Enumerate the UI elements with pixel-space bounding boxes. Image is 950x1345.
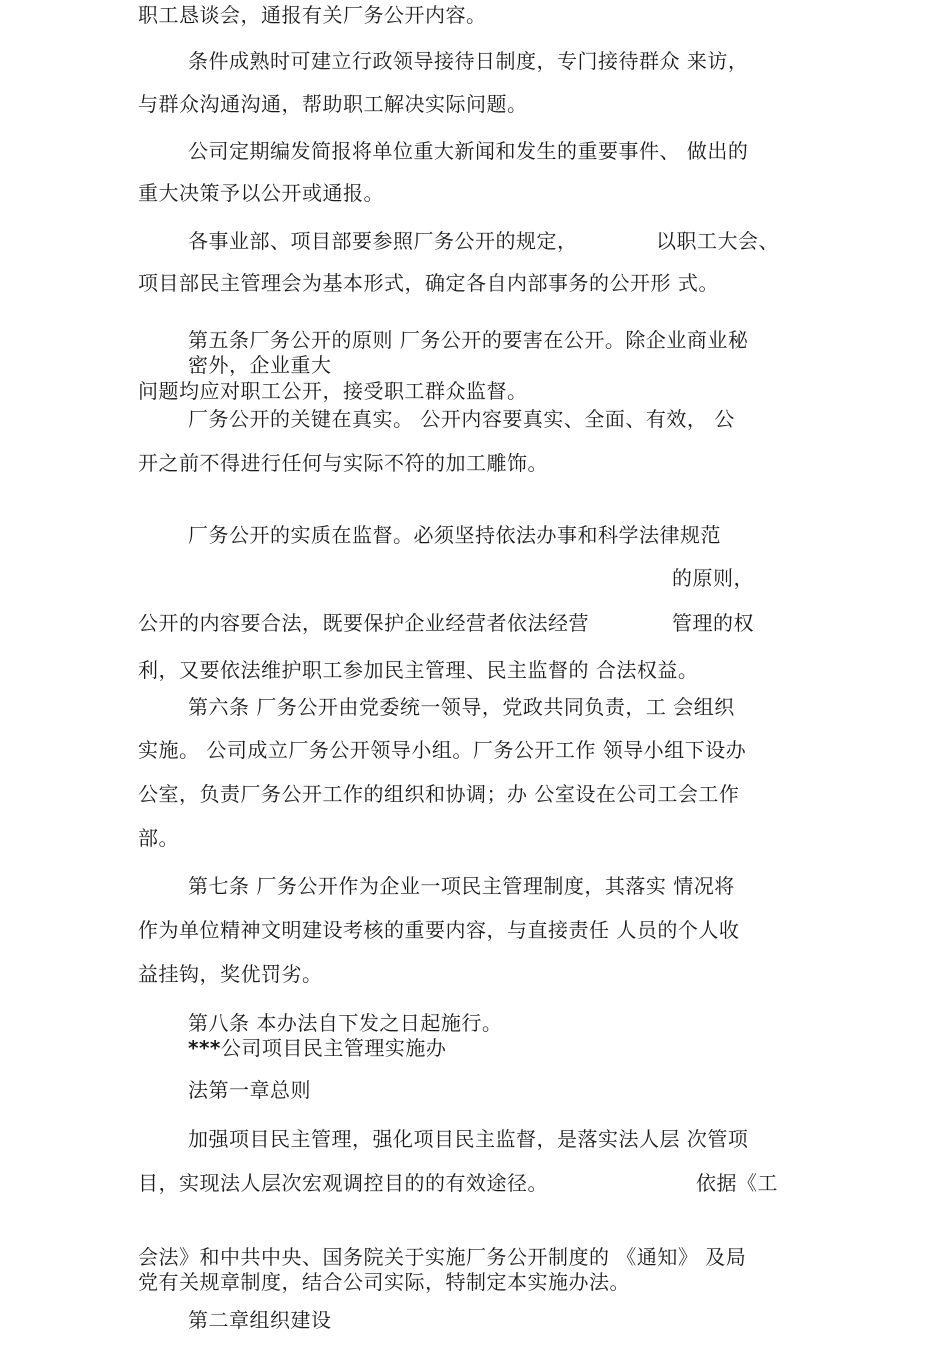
text-line: 党有关规章制度，结合公司实际，特制定本实施办法。 bbox=[138, 1270, 630, 1294]
text-line: 以职工大会、 bbox=[656, 229, 779, 253]
text-line: 与群众沟通沟通，帮助职工解决实际问题。 bbox=[138, 92, 528, 116]
text-line bbox=[188, 1035, 446, 1061]
text-line: 部。 bbox=[138, 826, 179, 850]
text-line: 依据《工 bbox=[696, 1171, 778, 1195]
text-line: 目，实现法人层次宏观调控目的的有效途径。 bbox=[138, 1171, 548, 1195]
redacted-name-marker: *** bbox=[188, 1036, 221, 1060]
text-line: 重大决策予以公开或通报。 bbox=[138, 181, 384, 205]
text-line: 实施。 公司成立厂务公开领导小组。厂务公开工作 领导小组下设办 bbox=[138, 738, 747, 762]
text-line: 第六条 厂务公开由党委统一领导，党政共同负责，工 会组织 bbox=[188, 695, 735, 719]
text-line: 公司定期编发简报将单位重大新闻和发生的重要事件、 做出的 bbox=[188, 139, 749, 163]
text-line: 第七条 厂务公开作为企业一项民主管理制度，其落实 情况将 bbox=[188, 874, 735, 898]
text-line: 开之前不得进行任何与实际不符的加工雕饰。 bbox=[138, 451, 548, 475]
text-line: 问题均应对职工公开，接受职工群众监督。 bbox=[138, 379, 528, 403]
text-line: 各事业部、项目部要参照厂务公开的规定， bbox=[188, 229, 578, 253]
text-line: 第五条厂务公开的原则 厂务公开的要害在公开。除企业商业秘 bbox=[188, 328, 749, 352]
text-line-title: 公司项目民主管理实施办 bbox=[220, 1036, 447, 1060]
text-line: 会法》和中共中央、国务院关于实施厂务公开制度的 《通知》 及局 bbox=[138, 1245, 747, 1269]
text-line: 厂务公开的实质在监督。必须坚持依法办事和科学法律规范 bbox=[188, 523, 721, 547]
text-line: 公室，负责厂务公开工作的组织和协调；办 公室设在公司工会工作 bbox=[138, 782, 740, 806]
text-line: 管理的权 bbox=[672, 611, 754, 635]
text-line: 第八条 本办法自下发之日起施行。 bbox=[188, 1011, 503, 1035]
text-line: 益挂钩，奖优罚劣。 bbox=[138, 962, 323, 986]
text-line: 的原则， bbox=[672, 566, 754, 590]
text-line: 项目部民主管理会为基本形式，确定各自内部事务的公开形 式。 bbox=[138, 271, 719, 295]
text-line: 法第一章总则 bbox=[188, 1078, 311, 1102]
text-line: 密外，企业重大 bbox=[188, 353, 332, 377]
text-line: 利，又要依法维护职工参加民主管理、民主监督的 合法权益。 bbox=[138, 658, 699, 682]
text-line: 公开的内容要合法，既要保护企业经营者依法经营 bbox=[138, 611, 589, 635]
section-heading: 第二章组织建设 bbox=[188, 1308, 332, 1332]
text-line: 条件成熟时可建立行政领导接待日制度，专门接待群众 来访， bbox=[188, 49, 749, 73]
text-line: 厂务公开的关键在真实。 公开内容要真实、全面、有效， 公 bbox=[188, 407, 735, 431]
text-line: 职工恳谈会，通报有关厂务公开内容。 bbox=[138, 3, 487, 27]
text-line: 作为单位精神文明建设考核的重要内容，与直接责任 人员的个人收 bbox=[138, 918, 740, 942]
text-line: 加强项目民主管理，强化项目民主监督，是落实法人层 次管项 bbox=[188, 1127, 749, 1151]
